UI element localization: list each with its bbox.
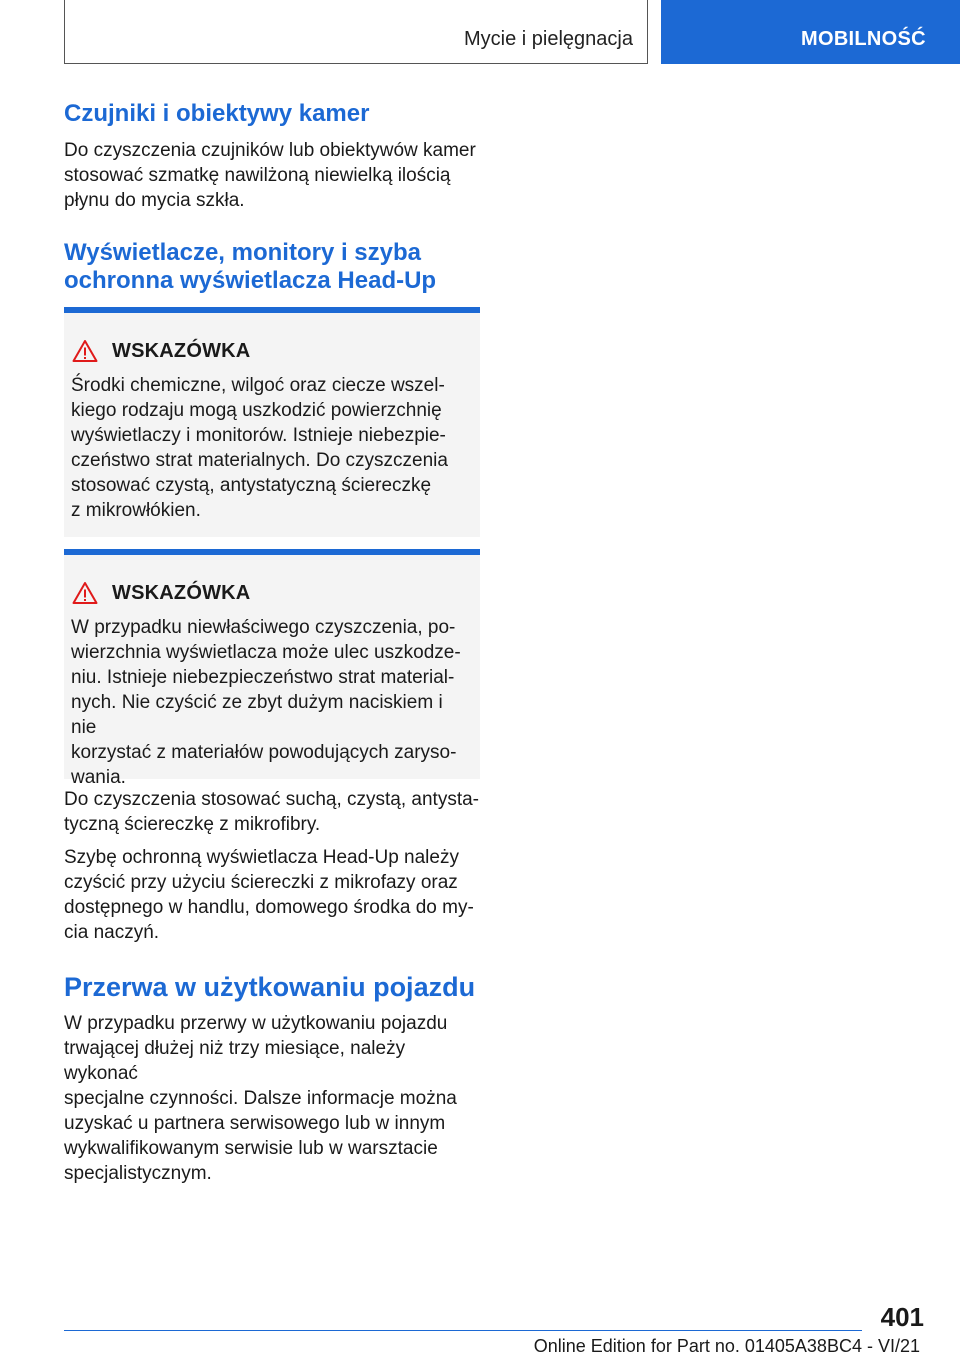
warning-text	[71, 615, 470, 790]
text-line: W przypadku niewłaściwego czyszczenia, po-	[71, 617, 456, 638]
page-number: 401	[880, 1302, 924, 1332]
footer-divider	[64, 1330, 862, 1331]
text-line: Do czyszczenia czujników lub obiektywów kamer	[64, 140, 476, 161]
section-title-displays	[64, 239, 480, 295]
text-line: uzyskać u partnera serwisowego lub w innym	[64, 1113, 446, 1134]
warning-triangle-icon	[72, 339, 98, 363]
warning-box	[64, 549, 480, 788]
text-line: wania.	[71, 767, 126, 788]
title-line: Wyświetlacze, monitory i szyba	[64, 239, 422, 266]
para-storage	[64, 1011, 480, 1186]
header-frame	[64, 0, 648, 64]
text-line: płynu do mycia szkła.	[64, 190, 245, 211]
warning-header	[71, 581, 470, 605]
para-dry-cloth	[64, 787, 480, 837]
text-line: wykwalifikowanym serwisie lub w warsztacie	[64, 1138, 438, 1159]
warning-triangle-icon	[72, 581, 98, 605]
text-line: Do czyszczenia stosować suchą, czystą, antysta-	[64, 789, 479, 810]
text-line: z mikrowłókien.	[71, 500, 201, 521]
text-line: trwającej dłużej niż trzy miesiące, należy wykonać	[64, 1038, 406, 1084]
text-line: korzystać z materiałów powodujących zaryso-	[71, 742, 457, 763]
para-cameras	[64, 138, 480, 213]
text-line: kiego rodzaju mogą uszkodzić powierzchnię	[71, 400, 442, 421]
text-line: wyświetlaczy i monitorów. Istnieje niebezpie-	[71, 425, 446, 446]
header-chapter-tab[interactable]	[661, 0, 960, 64]
text-line: stosować szmatkę nawilżoną niewielką ilością	[64, 165, 451, 186]
header-section-title: Mycie i pielęgnacja	[464, 28, 633, 50]
text-line: Środki chemiczne, wilgoć oraz ciecze wszel-	[71, 375, 445, 396]
text-line: wierzchnia wyświetlacza może ulec uszkodze-	[71, 642, 461, 663]
header-chapter-label: MOBILNOŚĆ	[801, 28, 926, 50]
warning-text	[71, 373, 470, 523]
text-line: czyścić przy użyciu ściereczki z mikrofazy oraz	[64, 872, 458, 893]
text-line: Szybę ochronną wyświetlacza Head-Up należy	[64, 847, 459, 868]
section-title-cameras: Czujniki i obiektywy kamer	[64, 100, 370, 127]
text-line: nych. Nie czyścić ze zbyt dużym naciskiem i nie	[71, 692, 443, 738]
text-line: dostępnego w handlu, domowego środka do my-	[64, 897, 474, 918]
section-title-storage: Przerwa w użytkowaniu pojazdu	[64, 972, 476, 1002]
text-line: tyczną ściereczkę z mikrofibry.	[64, 814, 321, 835]
warning-header	[71, 339, 470, 363]
text-line: W przypadku przerwy w użytkowaniu pojazdu	[64, 1013, 448, 1034]
text-line: specjalne czynności. Dalsze informacje można	[64, 1088, 457, 1109]
text-line: cia naczyń.	[64, 922, 160, 943]
page-content	[64, 100, 480, 1186]
text-line: specjalistycznym.	[64, 1163, 212, 1184]
text-line: czeństwo strat materialnych. Do czyszczenia	[71, 450, 448, 471]
warning-title: WSKAZÓWKA	[112, 581, 251, 604]
warning-box	[64, 307, 480, 537]
title-line: ochronna wyświetlacza Head-Up	[64, 267, 437, 294]
warning-title: WSKAZÓWKA	[112, 339, 251, 362]
text-line: stosować czystą, antystatyczną ściereczkę	[71, 475, 432, 496]
text-line: niu. Istnieje niebezpieczeństwo strat material-	[71, 667, 455, 688]
para-hud-glass	[64, 845, 480, 945]
footer-edition: Online Edition for Part no. 01405A38BC4 - VI/21	[533, 1336, 920, 1356]
